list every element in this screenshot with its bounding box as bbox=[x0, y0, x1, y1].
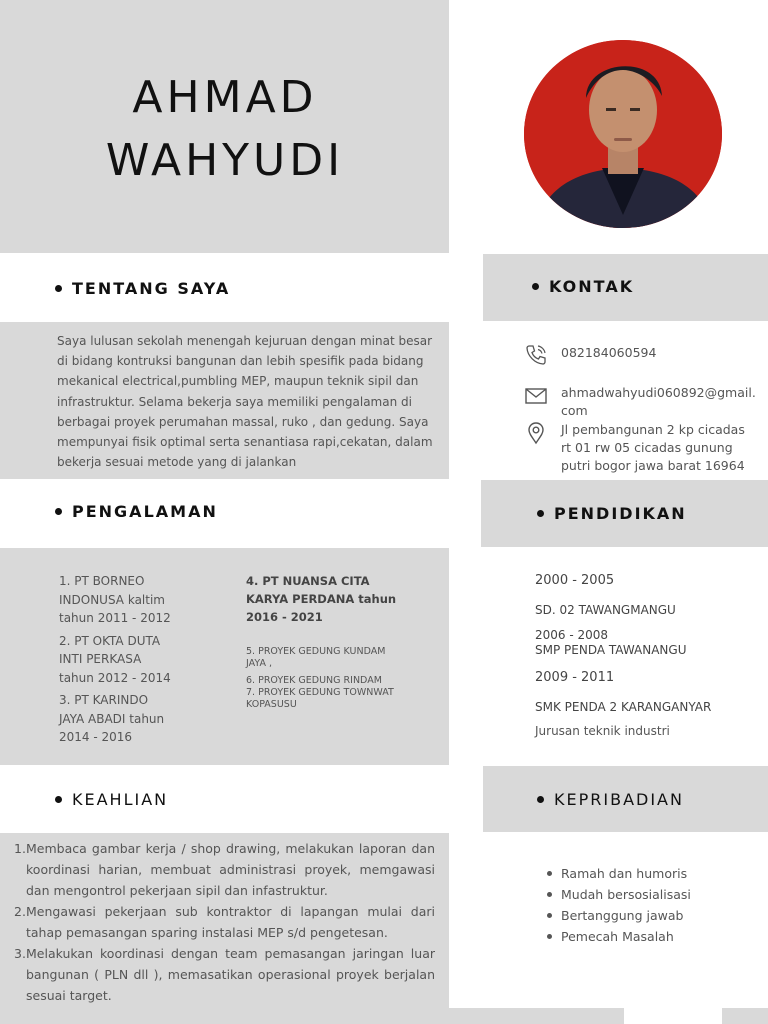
address-line: putri bogor jawa barat 16964 bbox=[561, 458, 745, 473]
experience-line: 2016 - 2021 bbox=[246, 610, 323, 624]
contact-phone bbox=[524, 343, 656, 367]
experience-current bbox=[246, 572, 446, 626]
phone-number: 082184060594 bbox=[561, 345, 657, 360]
experience-line: 2014 - 2016 bbox=[59, 730, 133, 744]
personality-title-text: KEPRIBADIAN bbox=[554, 790, 684, 809]
bullet-dot bbox=[547, 934, 552, 939]
email-line: ahmadwahyudi060892@gmail. bbox=[561, 385, 756, 400]
experience-line: tahun 2011 - 2012 bbox=[59, 611, 171, 625]
experience-line: 3. PT KARINDO bbox=[59, 693, 149, 707]
edu-major-3: Jurusan teknik industri bbox=[535, 724, 670, 738]
project-item: JAYA , bbox=[246, 658, 272, 670]
profile-photo bbox=[524, 40, 722, 228]
footer-block-1 bbox=[414, 1008, 624, 1024]
skill-item bbox=[14, 901, 435, 943]
bullet-dot bbox=[547, 913, 552, 918]
project-item: 7. PROYEK GEDUNG TOWNWAT bbox=[246, 686, 394, 698]
skills-title-text: KEAHLIAN bbox=[72, 790, 169, 809]
experience-line: KARYA PERDANA tahun bbox=[246, 592, 397, 606]
skill-text: Membaca gambar kerja / shop drawing, melakukan laporan dan koordinasi harian, membuat administrasi proyek, memgawasi dan mengontrol pekerjaan sipil dan infastruktur. bbox=[26, 841, 435, 898]
personality-item bbox=[547, 926, 691, 947]
skill-text: Melakukan koordinasi dengan team pemasangan jaringan luar bangunan ( PLN dll ), memasatikan operasional proyek berjalan sesuai target. bbox=[26, 946, 435, 1003]
project-item: KOPASUSU bbox=[246, 699, 297, 711]
email-address bbox=[561, 384, 756, 420]
experience-list-left bbox=[59, 572, 229, 747]
bullet-dot bbox=[55, 796, 62, 803]
contact-title-text: KONTAK bbox=[549, 277, 635, 296]
personality-text: Ramah dan humoris bbox=[561, 866, 688, 881]
personality-item bbox=[547, 884, 691, 905]
experience-item bbox=[59, 691, 229, 747]
project-item: 6. PROYEK GEDUNG RINDAM bbox=[246, 674, 382, 686]
about-title bbox=[55, 279, 230, 298]
about-line: bekerja sesuai metode yang di jalankan bbox=[57, 455, 297, 470]
education-title bbox=[537, 504, 687, 523]
contact-address bbox=[524, 421, 745, 475]
experience-title bbox=[55, 502, 218, 521]
edu-school-3: SMK PENDA 2 KARANGANYAR bbox=[535, 700, 712, 714]
contact-email bbox=[524, 384, 756, 420]
personality-item bbox=[547, 863, 691, 884]
edu-school-1: SD. 02 TAWANGMANGU bbox=[535, 603, 676, 617]
experience-line: 1. PT BORNEO bbox=[59, 574, 145, 588]
personality-text: Pemecah Masalah bbox=[561, 929, 674, 944]
person-silhouette-icon bbox=[524, 40, 722, 228]
personality-title bbox=[537, 790, 684, 809]
about-line: di bidang kontruksi bangunan dan lebih spesifik pada bidang bbox=[57, 354, 424, 369]
footer-block-2 bbox=[722, 1008, 768, 1024]
personality-text: Mudah bersosialisasi bbox=[561, 887, 691, 902]
experience-line: tahun 2012 - 2014 bbox=[59, 670, 171, 685]
address-line: rt 01 rw 05 cicadas gunung bbox=[561, 440, 733, 455]
personality-item bbox=[547, 905, 691, 926]
skill-number: 1. bbox=[14, 841, 26, 856]
project-list bbox=[246, 646, 446, 711]
skill-text: Mengawasi pekerjaan sub kontraktor di lapangan mulai dari tahap pemasangan sparing instalasi MEP s/d pengetesan. bbox=[26, 904, 435, 940]
bullet-dot bbox=[55, 508, 62, 515]
experience-title-text: PENGALAMAN bbox=[72, 502, 218, 521]
location-pin-icon bbox=[524, 421, 548, 445]
experience-item bbox=[59, 632, 229, 688]
bullet-dot bbox=[55, 285, 62, 292]
experience-line: INDONUSA kaltim bbox=[59, 592, 165, 607]
about-line: berbagai proyek perumahan massal, ruko , dan gedung. Saya bbox=[57, 414, 429, 429]
name-last: WAHYUDI bbox=[105, 135, 345, 186]
edu-year-2: 2006 - 2008 bbox=[535, 628, 609, 642]
about-text bbox=[57, 331, 441, 472]
about-line: Saya lulusan sekolah menengah kejuruan dengan minat besar bbox=[57, 334, 432, 348]
header-panel bbox=[0, 0, 449, 253]
edu-year-3: 2009 - 2011 bbox=[535, 670, 615, 685]
bullet-dot bbox=[547, 892, 552, 897]
about-line: mempunyai fisik optimal serta senantiasa rapi,cekatan, dalam bbox=[57, 435, 433, 450]
education-title-text: PENDIDIKAN bbox=[554, 504, 687, 523]
edu-school-2: SMP PENDA TAWANANGU bbox=[535, 643, 687, 657]
bullet-dot bbox=[547, 871, 552, 876]
contact-title bbox=[532, 277, 634, 296]
name-first: AHMAD bbox=[132, 72, 318, 123]
bullet-dot bbox=[532, 283, 539, 290]
experience-line: JAYA ABADI tahun bbox=[59, 711, 165, 726]
personality-text: Bertanggung jawab bbox=[561, 908, 684, 923]
email-line: com bbox=[561, 403, 588, 418]
bullet-dot bbox=[537, 796, 544, 803]
skills-title bbox=[55, 790, 168, 809]
personality-list bbox=[547, 863, 691, 947]
edu-year-1: 2000 - 2005 bbox=[535, 573, 615, 588]
address-line: Jl pembangunan 2 kp cicadas bbox=[561, 422, 745, 437]
mail-icon bbox=[524, 384, 548, 408]
experience-line: INTI PERKASA bbox=[59, 652, 142, 666]
project-item: 5. PROYEK GEDUNG KUNDAM bbox=[246, 646, 386, 657]
address bbox=[561, 421, 745, 475]
about-line: mekanical electrical,pumbling MEP, maupun teknik sipil dan bbox=[57, 374, 419, 389]
skill-item bbox=[14, 943, 435, 1006]
skill-item bbox=[14, 838, 435, 901]
bullet-dot bbox=[537, 510, 544, 517]
experience-line: 2. PT OKTA DUTA bbox=[59, 633, 161, 648]
phone-icon bbox=[524, 343, 548, 367]
about-title-text: TENTANG SAYA bbox=[72, 279, 231, 298]
skills-list bbox=[14, 838, 435, 1006]
skill-number: 2. bbox=[14, 904, 26, 919]
experience-line: 4. PT NUANSA CITA bbox=[246, 574, 370, 588]
skill-number: 3. bbox=[14, 946, 26, 961]
experience-item bbox=[59, 572, 229, 628]
about-line: infrastruktur. Selama bekerja saya memiliki pengalaman di bbox=[57, 394, 412, 409]
